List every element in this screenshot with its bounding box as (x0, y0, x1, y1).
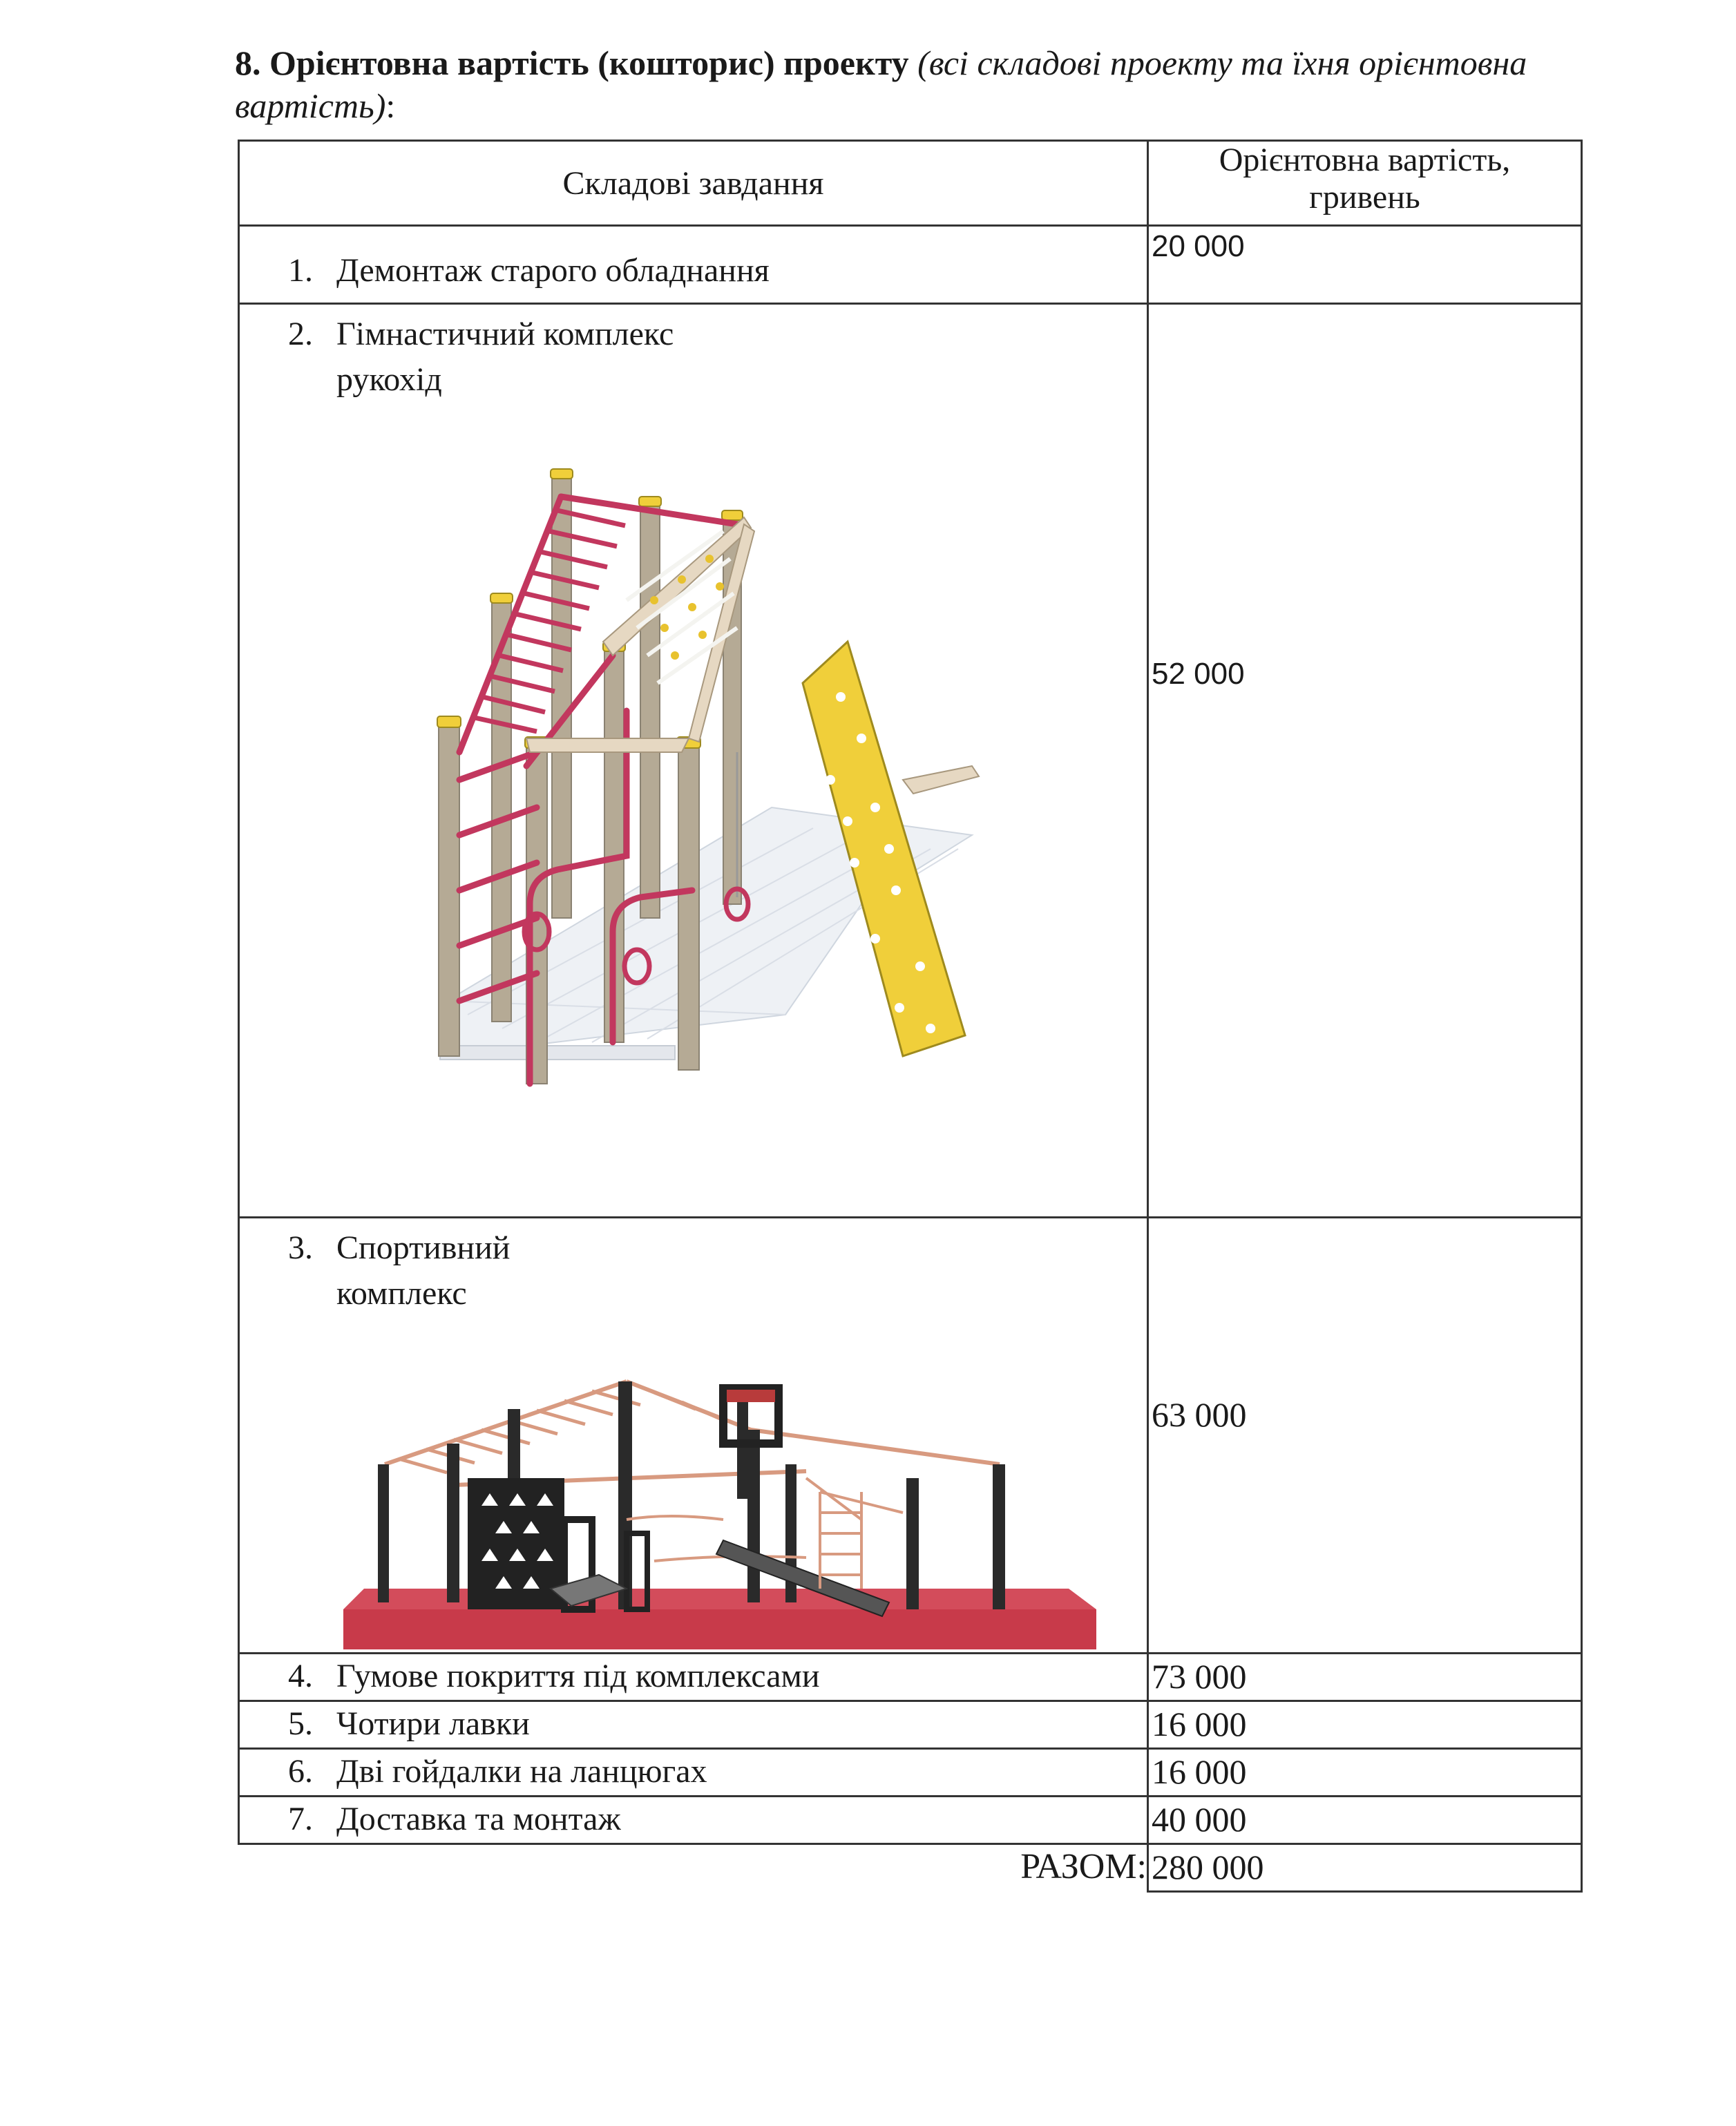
item-name-line1: Гімнастичний комплекс (336, 316, 674, 352)
header-cost-line1: Орієнтовна вартість, (1219, 142, 1511, 178)
total-value: 280 000 (1152, 1848, 1264, 1886)
cost-cell (1148, 1749, 1582, 1797)
item-cell (239, 226, 1148, 304)
total-row (239, 1844, 1582, 1892)
table-row (239, 1749, 1582, 1797)
item-cost: 16 000 (1152, 1705, 1247, 1743)
item-number: 4. (288, 1658, 313, 1694)
heading-italic: (всі складові проекту та їхня орієнтовна вартість) (235, 44, 1527, 125)
item-cell (239, 1797, 1148, 1844)
header-cost-line2: гривень (1309, 179, 1420, 216)
item-cell (239, 304, 1148, 1218)
cost-cell (1148, 226, 1582, 304)
table-row (239, 1218, 1582, 1654)
item-name: Чотири лавки (336, 1705, 530, 1742)
monkey-bars-illustration-icon (240, 393, 1149, 1208)
total-cell (1148, 1844, 1582, 1892)
street-workout-illustration-icon (240, 1312, 1149, 1651)
table-row (239, 304, 1582, 1218)
item-number: 3. (288, 1229, 313, 1266)
item-cell (239, 1749, 1148, 1797)
table-row (239, 1797, 1582, 1844)
cost-cell (1148, 304, 1582, 1218)
header-cost (1148, 141, 1582, 226)
item-cell (239, 1701, 1148, 1749)
table-row (239, 1701, 1582, 1749)
item-name-line1: Спортивний (336, 1229, 511, 1266)
header-components: Складові завдання (239, 141, 1148, 226)
cost-cell (1148, 1654, 1582, 1701)
item-cost: 20 000 (1152, 229, 1245, 263)
item-number: 1. (288, 252, 313, 289)
table-row (239, 1654, 1582, 1701)
cost-cell (1148, 1797, 1582, 1844)
item-number: 2. (288, 316, 313, 352)
item-name: Доставка та монтаж (336, 1801, 621, 1837)
item-cost: 63 000 (1152, 1395, 1247, 1434)
item-cell (239, 1654, 1148, 1701)
heading-colon: : (385, 86, 396, 125)
item-number: 5. (288, 1705, 313, 1742)
heading-bold: 8. Орієнтовна вартість (кошторис) проекту (235, 44, 909, 82)
total-label: РАЗОМ: (1020, 1847, 1147, 1886)
item-name: Дві гойдалки на ланцюгах (336, 1753, 707, 1790)
table-row (239, 226, 1582, 304)
item-name: Гумове покриття під комплексами (336, 1658, 820, 1694)
item-number: 6. (288, 1753, 313, 1790)
item-cost: 52 000 (1152, 657, 1245, 691)
item-cost: 16 000 (1152, 1752, 1247, 1791)
budget-table (238, 140, 1583, 1893)
cost-cell (1148, 1701, 1582, 1749)
item-name-line2: комплекс (336, 1275, 467, 1312)
section-heading (235, 41, 1589, 127)
item-name: Демонтаж старого обладнання (336, 252, 770, 289)
item-cell (239, 1218, 1148, 1654)
cost-cell (1148, 1218, 1582, 1654)
table-header-row (239, 141, 1582, 226)
item-cost: 73 000 (1152, 1657, 1247, 1696)
item-number: 7. (288, 1801, 313, 1837)
item-name-line2: рукохід (336, 361, 442, 398)
item-cost: 40 000 (1152, 1800, 1247, 1839)
